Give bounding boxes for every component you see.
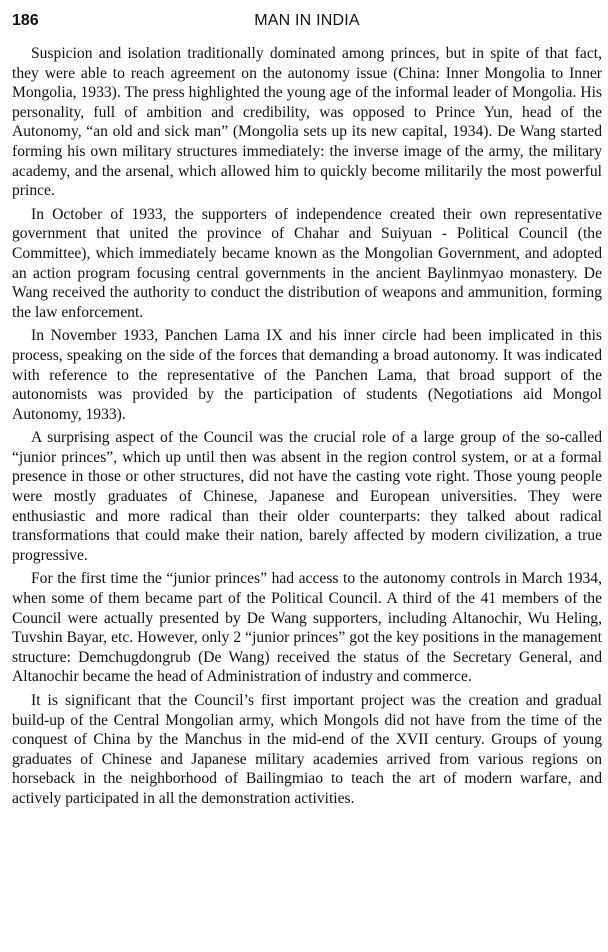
paragraph: Suspicion and isolation traditionally dominated among princes, but in spite of that fact, they were able to reach agreement on the autonomy issue (China: Inner Mongolia to Inner Mongolia, 1933). The press highlighted the young age of the informal leader of Mongolia. His personality, full of ambition and credibility, was opposed to Prince Yun, head of the Autonomy, “an old and sick man” (Mongolia sets up its new capital, 1934). De Wang started forming his own military structures immediately: the inverse image of the army, the military academy, and the arsenal, which allowed him to quickly become militarily the most powerful prince. <box>12 45 602 200</box>
paragraph: In October of 1933, the supporters of independence created their own representative government that united the province of Chahar and Suiyuan - Political Council (the Committee), which immediately became known as the Mongolian Government, and adopted an action program focusing central governments in the ancient Baylinmyao monastery. De Wang received the authority to conduct the distribution of weapons and ammunition, forming the law enforcement. <box>12 205 602 321</box>
paragraph: In November 1933, Panchen Lama IX and his inner circle had been implicated in this process, speaking on the side of the forces that demanding a broad autonomy. It was indicated with reference to the representative of the Panchen Lama, that broad support of the autonomists was provided by the participation of students (Negotiations aid Mongol Autonomy, 1933). <box>12 327 602 423</box>
paragraph: A surprising aspect of the Council was the crucial role of a large group of the so-called “junior princes”, which up until then was absent in the region control system, or at a formal presence in those or other structures, did not have the casting vote right. Those young people were mostly graduates of Chinese, Japanese and European universities. They were enthusiastic and more radical than their older counterparts: they talked about radical transformations that could make their nation, barely affected by modern civilization, a true progressive. <box>12 429 602 564</box>
running-title: MAN IN INDIA <box>254 12 360 29</box>
page-header <box>12 8 602 34</box>
paragraph: It is significant that the Council’s first important project was the creation and gradual build-up of the Central Mongolian army, which Mongols did not have from the time of the conquest of China by the Manchus in the mid-end of the XVII century. Groups of young graduates of Chinese and Japanese military academies arrived from various regions on horseback in the neighborhood of Bailingmiao to teach the art of modern warfare, and actively participated in all the demonstration activities. <box>12 692 602 807</box>
body-text <box>12 44 602 809</box>
paragraph: For the first time the “junior princes” had access to the autonomy controls in March 1934, when some of them became part of the Political Council. A third of the 41 members of the Council were actually presented by De Wang supporters, including Altanochir, Wu Heling, Tuvshin Bayar, etc. However, only 2 “junior princes” got the key positions in the management structure: Demchugdongrub (De Wang) received the status of the Secretary General, and Altanochir became the head of Administration of industry and commerce. <box>12 570 602 686</box>
page-number: 186 <box>12 12 39 29</box>
